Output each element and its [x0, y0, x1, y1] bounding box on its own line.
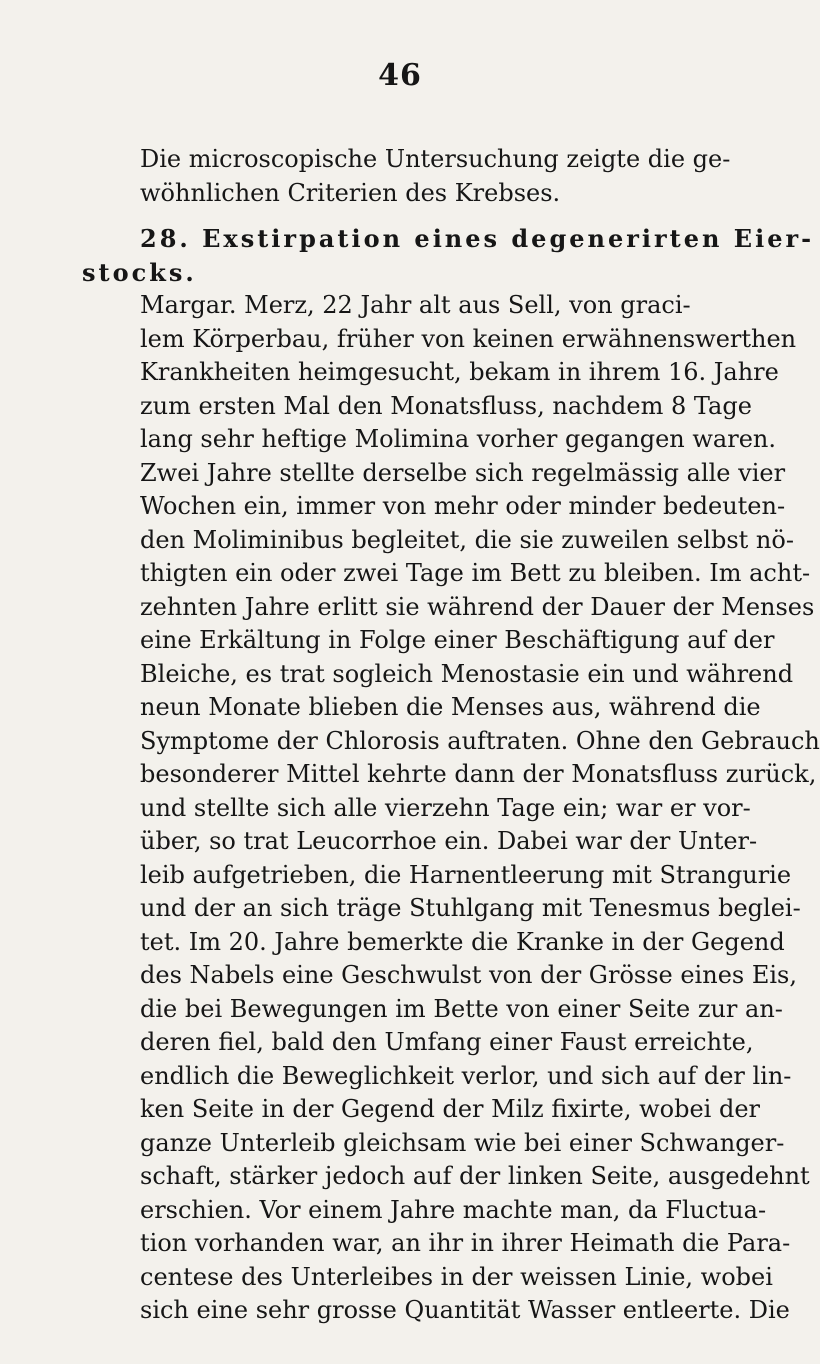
paragraph-line: den Moliminibus begleitet, die sie zuweilen selbst nö-	[140, 525, 794, 554]
paragraph-line: erschien. Vor einem Jahre machte man, da Fluctua-	[140, 1195, 767, 1224]
section-paragraph	[82, 289, 820, 1328]
paragraph-line: deren fiel, bald den Umfang einer Faust erreichte,	[140, 1028, 754, 1056]
paragraph-line: und stellte sich alle vierzehn Tage ein; war er vor-	[140, 793, 751, 822]
paragraph-line: thigten ein oder zwei Tage im Bett zu bleiben. Im acht-	[140, 559, 811, 587]
intro-paragraph	[82, 143, 742, 210]
page-number: 46	[378, 58, 422, 93]
paragraph-line: lem Körperbau, früher von keinen erwähnenswerthen	[140, 324, 797, 353]
paragraph-line: des Nabels eine Geschwulst von der Grösse eines Eis,	[140, 961, 797, 989]
paragraph-line: besonderer Mittel kehrte dann der Monatsfluss zurück,	[140, 760, 817, 788]
heading-line: 28. Exstirpation eines degenerirten Eier-	[140, 224, 815, 253]
paragraph-line: tet. Im 20. Jahre bemerkte die Kranke in der Gegend	[140, 927, 785, 956]
paragraph-line: eine Erkältung in Folge einer Beschäftigung auf der	[140, 626, 775, 654]
paragraph-line: neun Monate blieben die Menses aus, während die	[140, 693, 761, 721]
paragraph-line: endlich die Beweglichkeit verlor, und sich auf der lin-	[140, 1061, 792, 1090]
intro-line: Die microscopische Untersuchung zeigte die ge-	[140, 145, 731, 173]
paragraph-line: Wochen ein, immer von mehr oder minder bedeuten-	[140, 492, 786, 520]
paragraph-line: Bleiche, es trat sogleich Menostasie ein und während	[140, 659, 794, 688]
paragraph-line: schaft, stärker jedoch auf der linken Seite, ausgedehnt	[140, 1162, 810, 1190]
paragraph-line: tion vorhanden war, an ihr in ihrer Heimath die Para-	[140, 1229, 791, 1257]
paragraph-line: und der an sich träge Stuhlgang mit Tenesmus beglei-	[140, 894, 801, 922]
paragraph-line: Krankheiten heimgesucht, bekam in ihrem 16. Jahre	[140, 358, 779, 386]
paragraph-line: über, so trat Leucorrhoe ein. Dabei war der Unter-	[140, 827, 758, 855]
paragraph-line: lang sehr heftige Molimina vorher gegangen waren.	[140, 425, 776, 453]
intro-line: wöhnlichen Criterien des Krebses.	[140, 178, 561, 207]
paragraph-line: centese des Unterleibes in der weissen Linie, wobei	[140, 1262, 773, 1291]
paragraph-line: zum ersten Mal den Monatsfluss, nachdem 8 Tage	[140, 391, 752, 420]
paragraph-line: Zwei Jahre stellte derselbe sich regelmässig alle vier	[140, 458, 786, 487]
paragraph-line: Margar. Merz, 22 Jahr alt aus Sell, von graci-	[140, 291, 691, 319]
section-heading	[82, 222, 815, 289]
paragraph-line: Symptome der Chlorosis auftraten. Ohne den Gebrauch	[140, 726, 820, 755]
paragraph-line: zehnten Jahre erlitt sie während der Dauer der Menses	[140, 592, 815, 621]
paragraph-line: ganze Unterleib gleichsam wie bei einer Schwanger-	[140, 1128, 785, 1157]
page-body	[82, 143, 820, 1328]
paragraph-line: leib aufgetrieben, die Harnentleerung mit Strangurie	[140, 860, 792, 889]
paragraph-line: ken Seite in der Gegend der Milz fixirte, wobei der	[140, 1095, 761, 1123]
paragraph-line: sich eine sehr grosse Quantität Wasser entleerte. Die	[140, 1296, 790, 1324]
heading-line: stocks.	[82, 257, 197, 287]
paragraph-line: die bei Bewegungen im Bette von einer Seite zur an-	[140, 994, 783, 1023]
